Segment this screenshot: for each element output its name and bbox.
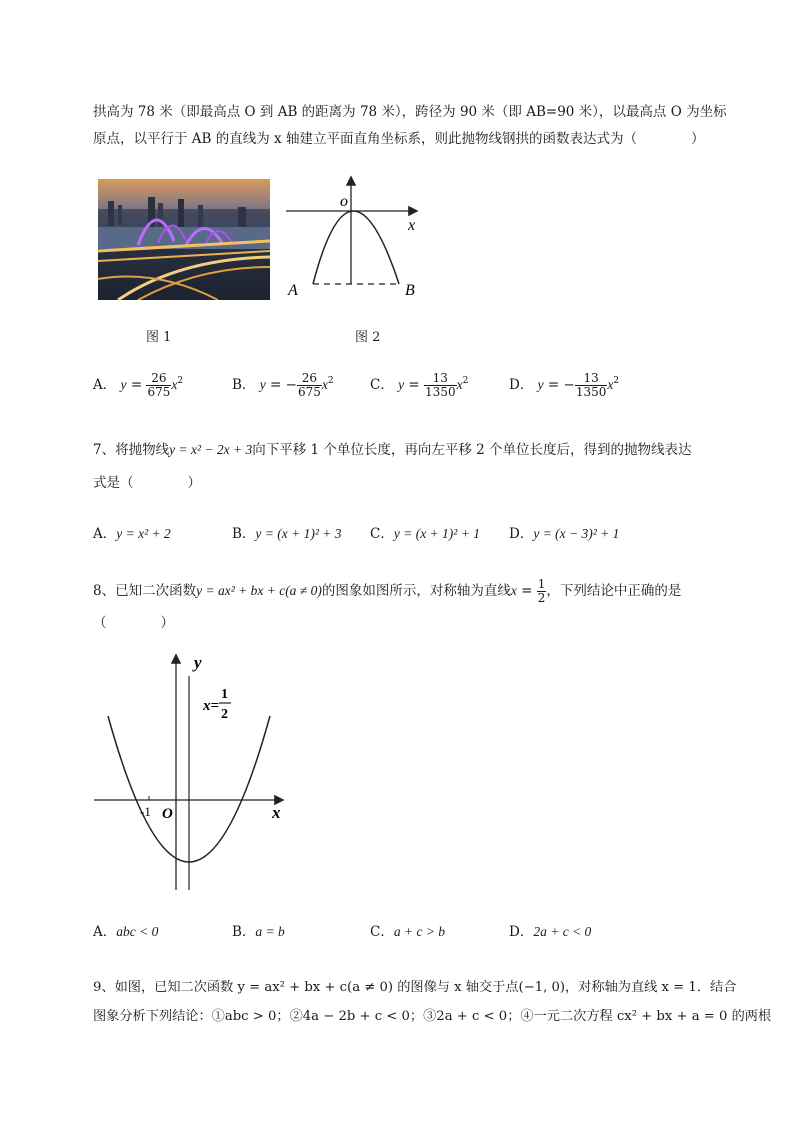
origin-label: O [162,806,173,822]
option-label: D． [509,526,534,542]
fraction-numerator: 26 [146,372,171,386]
fraction-numerator: 26 [297,372,322,386]
option-expression: abc < 0 [116,924,159,939]
q8-text-line1: 8、已知二次函数y = ax² + bx + c(a ≠ 0)的图象如图所示，对称轴为直线x = $\frac{1}{2}$ ，下列结论中正确的是 [93,577,682,605]
q8-text-line2: （ ） [93,615,174,631]
option-label: B． [232,526,256,542]
option-label: D． [509,924,534,940]
option-label: A． [93,377,117,393]
q7-expression: y = x² − 2x + 3 [169,442,253,457]
x-axis-label: x [408,217,416,234]
q6-option-d[interactable]: D． y = − $\frac{13}{1350}$ $x^2$ [509,371,620,399]
q8-question: ，下列结论中正确的是 [546,583,682,599]
option-expression: y = (x + 1)² + 3 [255,526,342,541]
bridge-photo [98,179,270,300]
option-label: C． [370,526,394,542]
q6-text-line1: 拱高为 78 米（即最高点 O 到 AB 的距离为 78 米），跨径为 90 米（即 AB=90 米），以最高点 O 为坐标 [93,104,727,120]
option-label: C． [370,377,394,393]
q7-text-line1 [93,438,692,458]
q7-text-line2: 式是（ ） [93,475,201,491]
fraction-denominator: 675 [147,385,171,399]
option-label: A． [93,526,117,542]
symmetry-axis-numerator: 1 [221,687,228,702]
neg1-label: -1 [140,804,151,819]
fraction-denominator: 675 [297,385,321,399]
q7-option-d[interactable] [509,522,619,542]
x-axis-label: x [272,803,281,822]
q8-expression: y = ax² + bx + c(a ≠ 0) [196,583,322,598]
q9-text-line2: 图象分析下列结论：①abc > 0；②4a − 2b + c < 0；③2a + c < 0；④一元二次方程 cx² + bx + a = 0 的两根 [93,1009,772,1024]
q6-option-b[interactable]: B． y = − $\frac{26}{675}$ $x^2$ [232,371,334,399]
fraction-numerator: 13 [424,372,457,386]
option-expression: a + c > b [393,924,446,939]
fraction-denominator: 2 [537,591,546,605]
option-sign: − [285,377,297,393]
q8-option-b[interactable] [232,920,285,940]
point-b-label: B [405,282,415,299]
q9-text-line1: 9、如图，已知二次函数 y = ax² + bx + c(a ≠ 0) 的图像与 x 轴交于点(−1, 0)，对称轴为直线 x = 1．结合 [93,980,737,995]
q6-text-line2: 原点，以平行于 AB 的直线为 x 轴建立平面直角坐标系，则此抛物线钢拱的函数表达式为（ ） [93,131,705,147]
q7-option-b[interactable] [232,522,342,542]
symmetry-axis-denominator: 2 [221,707,228,722]
parabola-curve [313,211,399,284]
quadratic-graph-figure [90,650,290,895]
option-label: B． [232,924,256,940]
fraction-numerator: 1 [537,577,546,591]
fraction-denominator: 1350 [425,385,456,399]
q6-option-a[interactable]: A． y = $\frac{26}{675}$ $x^2$ [93,371,184,399]
option-label: A． [93,924,117,940]
option-sign: − [563,377,575,393]
option-label: D． [509,377,534,393]
y-axis-label: y [194,653,202,672]
figure2-caption: 图 2 [355,330,381,345]
q7-option-c[interactable] [370,522,480,542]
q7-intro: 7、将抛物线 [93,442,170,458]
q7-option-a[interactable] [93,522,171,542]
q8-option-a[interactable] [93,920,158,940]
q7-instruction: 向下平移 1 个单位长度，再向左平移 2 个单位长度后，得到的抛物线表达 [252,442,692,458]
q8-option-d[interactable] [509,920,591,940]
q6-option-c[interactable]: C． y = $\frac{13}{1350}$ $x^2$ [370,371,469,399]
parabola-arch-figure [280,172,430,302]
fraction-numerator: 13 [575,372,608,386]
figure1-caption: 图 1 [146,330,172,345]
option-expression: y = x² + 2 [116,526,171,541]
option-expression: a = b [255,924,285,939]
fraction-denominator: 1350 [575,385,607,399]
option-expression: y = (x + 1)² + 1 [393,526,480,541]
option-expression: 2a + c < 0 [533,924,592,939]
origin-label: o [340,193,348,210]
option-expression: y = (x − 3)² + 1 [533,526,620,541]
q8-condition: 的图象如图所示，对称轴为直线 [321,583,511,599]
option-label: C． [370,924,394,940]
q8-intro: 8、已知二次函数 [93,583,197,599]
symmetry-axis-label: x= [203,698,220,714]
point-a-label: A [288,282,298,299]
option-label: B． [232,377,256,393]
q8-option-c[interactable] [370,920,445,940]
